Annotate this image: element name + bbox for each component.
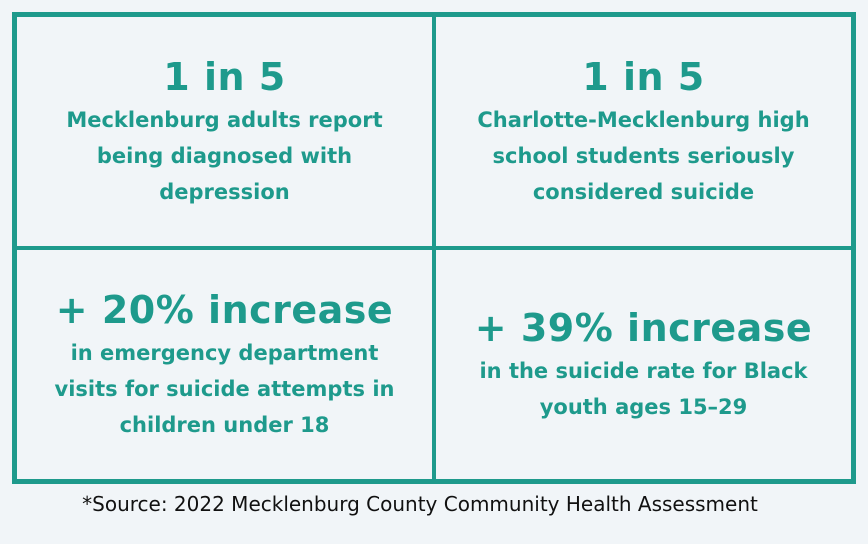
stat-cell-black-youth <box>434 248 851 479</box>
stats-grid <box>12 12 856 484</box>
stat-description: Mecklenburg adults report being diagnosed with depression <box>66 107 383 204</box>
stat-value: 1 in 5 <box>582 54 705 99</box>
stat-cell-students-suicide <box>434 17 851 248</box>
stat-description: Charlotte-Mecklenburg high school students seriously considered suicide <box>477 107 810 204</box>
stat-value: + 20% increase <box>55 287 394 332</box>
stat-value: + 39% increase <box>474 305 813 350</box>
stat-value: 1 in 5 <box>163 54 286 99</box>
stat-cell-ed-visits <box>17 248 434 479</box>
stat-description: in emergency department visits for suicide attempts in children under 18 <box>54 340 395 437</box>
stat-cell-adults-depression <box>17 17 434 248</box>
stat-description: in the suicide rate for Black youth ages 15–29 <box>479 358 808 419</box>
source-footnote: *Source: 2022 Mecklenburg County Community Health Assessment <box>82 492 758 516</box>
